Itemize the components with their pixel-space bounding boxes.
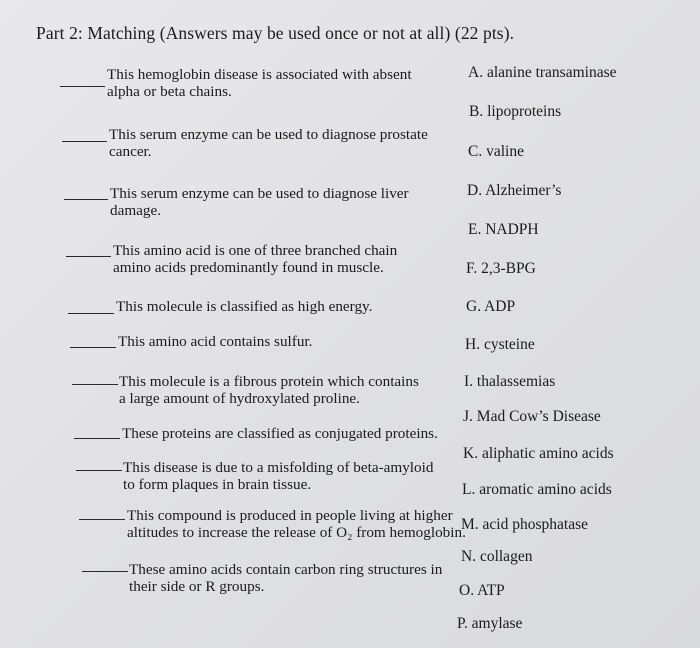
question-item: [127, 507, 466, 541]
answer-choice: P. amylase: [457, 615, 523, 632]
question-item: [119, 373, 419, 407]
question-line: These amino acids contain carbon ring structures in: [129, 561, 443, 578]
question-line: This compound is produced in people living at higher: [127, 507, 453, 524]
question-line: This amino acid contains sulfur.: [118, 333, 313, 350]
answer-blank[interactable]: [79, 519, 125, 520]
question-line: This molecule is a fibrous protein which contains: [119, 373, 419, 390]
question-line: to form plaques in brain tissue.: [123, 476, 312, 493]
section-title: Part 2: Matching (Answers may be used once or not at all) (22 pts).: [36, 23, 515, 43]
question-item: [118, 333, 312, 350]
answer-blank[interactable]: [72, 384, 118, 385]
question-line: cancer.: [109, 143, 152, 160]
answer-choice: B. lipoproteins: [469, 103, 562, 120]
answer-choice: G. ADP: [466, 298, 516, 315]
answer-blank[interactable]: [70, 347, 116, 348]
answer-blank[interactable]: [76, 470, 122, 471]
question-item: [122, 425, 438, 442]
answer-choice: N. collagen: [461, 548, 533, 565]
question-line: These proteins are classified as conjugated proteins.: [122, 425, 438, 442]
question-line: This serum enzyme can be used to diagnose prostate: [109, 126, 428, 143]
question-line: alpha or beta chains.: [107, 83, 232, 100]
answer-choice: H. cysteine: [465, 336, 535, 353]
question-line: damage.: [110, 202, 162, 219]
answer-choice: E. NADPH: [468, 221, 539, 238]
answer-blank[interactable]: [68, 313, 114, 314]
answer-blank[interactable]: [66, 256, 111, 257]
question-item: [109, 126, 428, 160]
answer-choice: F. 2,3-BPG: [466, 260, 536, 277]
question-line: This disease is due to a misfolding of beta-amyloid: [123, 459, 434, 476]
answer-choice: C. valine: [468, 143, 524, 160]
answer-blank[interactable]: [60, 86, 105, 87]
question-item: [113, 242, 397, 276]
answer-choice: O. ATP: [459, 582, 505, 599]
answer-choice: K. aliphatic amino acids: [463, 445, 614, 462]
question-line: This molecule is classified as high energy.: [116, 298, 373, 315]
answer-blank[interactable]: [62, 141, 107, 142]
question-item: [123, 459, 433, 493]
question-line: This serum enzyme can be used to diagnose liver: [110, 185, 409, 202]
question-line: This amino acid is one of three branched chain: [113, 242, 398, 259]
answer-choice: I. thalassemias: [464, 373, 556, 390]
question-line: their side or R groups.: [129, 578, 265, 595]
question-item: [129, 561, 442, 595]
question-item: [110, 185, 409, 219]
question-item: [107, 66, 412, 100]
question-item: [116, 298, 372, 315]
answer-blank[interactable]: [82, 571, 128, 572]
answer-choice: D. Alzheimer’s: [467, 182, 562, 199]
question-line: amino acids predominantly found in muscle.: [113, 259, 384, 276]
question-line: This hemoglobin disease is associated with absent: [107, 66, 412, 83]
question-line: a large amount of hydroxylated proline.: [119, 390, 360, 407]
question-line: altitudes to increase the release of O₂ from hemoglobin.: [127, 524, 466, 541]
answer-choice: L. aromatic amino acids: [462, 481, 612, 498]
answer-choice: M. acid phosphatase: [461, 516, 588, 533]
answer-blank[interactable]: [64, 199, 108, 200]
answer-choice: J. Mad Cow’s Disease: [463, 408, 601, 425]
answer-choice: A. alanine transaminase: [468, 64, 617, 81]
answer-blank[interactable]: [74, 438, 120, 439]
